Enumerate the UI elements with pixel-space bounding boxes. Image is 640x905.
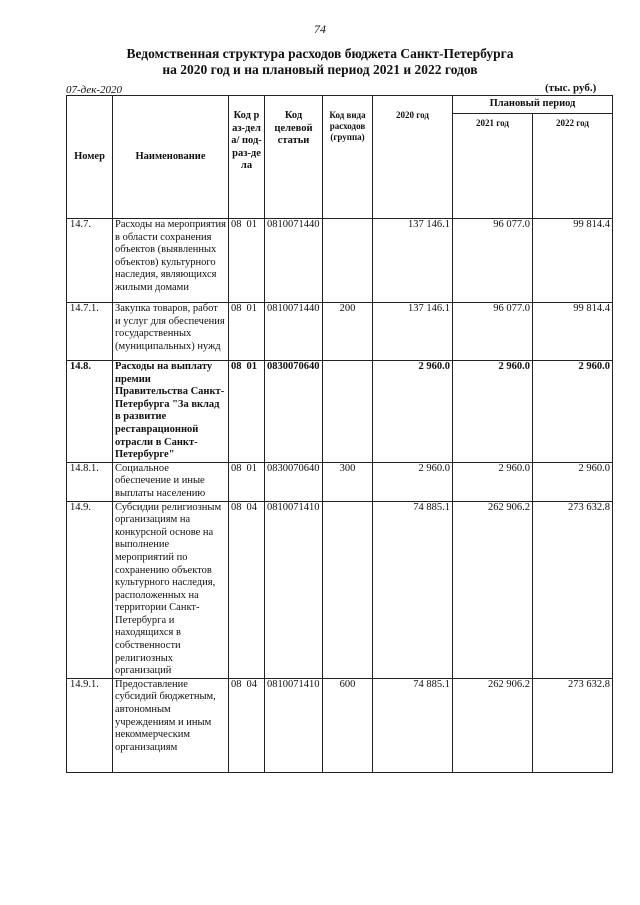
row-section: 08	[231, 678, 242, 690]
row-amount-2022: 99 814.4	[533, 219, 613, 303]
row-name: Субсидии религиозным организациям на конкурсной основе на выполнение мероприятий по сохранению объектов культурного наследия, расположенных на территории Санкт-Петербурга и находящихся в собственности религиозных организаций	[113, 501, 229, 678]
header-year-2022: 2022 год	[533, 114, 613, 219]
title-line-1: Ведомственная структура расходов бюджета Санкт-Петербурга	[126, 46, 514, 61]
row-amount-2022: 2 960.0	[533, 462, 613, 501]
row-name: Расходы на выплату премии Правительства Санкт-Петербурга "За вклад в развитие реставрационной отрасли в Санкт-Петербурге"	[113, 361, 229, 463]
row-number: 14.8.1.	[67, 462, 113, 501]
page-title	[0, 46, 640, 78]
row-section-code	[229, 501, 265, 678]
row-subsection: 01	[246, 219, 257, 230]
row-amount-2022: 2 960.0	[533, 361, 613, 463]
row-section: 08	[231, 462, 242, 474]
header-number: Номер	[67, 96, 113, 219]
table-row	[67, 501, 613, 678]
row-name: Расходы на мероприятия в области сохранения объектов (выявленных объектов) культурного наследия, являющихся жилыми домами	[113, 219, 229, 303]
row-amount-2021: 2 960.0	[453, 462, 533, 501]
row-section-code	[229, 219, 265, 303]
table-row	[67, 678, 613, 772]
row-subsection: 04	[246, 678, 257, 690]
row-section-code	[229, 303, 265, 361]
page-number: 74	[314, 22, 326, 36]
row-subsection: 01	[246, 303, 257, 314]
row-number: 14.7.1.	[67, 303, 113, 361]
row-target-code: 0810071440	[265, 219, 323, 303]
row-amount-2021: 262 906.2	[453, 501, 533, 678]
row-amount-2020: 74 885.1	[373, 678, 453, 772]
row-amount-2022: 273 632.8	[533, 678, 613, 772]
row-name: Социальное обеспечение и иные выплаты населению	[113, 462, 229, 501]
row-amount-2020: 137 146.1	[373, 303, 453, 361]
row-section: 08	[231, 501, 242, 513]
budget-table	[66, 95, 613, 773]
row-target-code: 0810071440	[265, 303, 323, 361]
row-expense-type	[323, 361, 373, 463]
row-expense-type: 600	[323, 678, 373, 772]
row-section: 08	[231, 219, 242, 230]
row-amount-2021: 96 077.0	[453, 303, 533, 361]
header-year-2021: 2021 год	[453, 114, 533, 219]
row-section: 08	[231, 361, 242, 372]
row-expense-type	[323, 501, 373, 678]
row-amount-2020: 2 960.0	[373, 361, 453, 463]
row-name: Предоставление субсидий бюджетным, автономным учреждениям и иным некоммерческим организациям	[113, 678, 229, 772]
row-section: 08	[231, 303, 242, 314]
table-row	[67, 361, 613, 463]
header-planned-period: Плановый период	[453, 96, 613, 114]
row-amount-2020: 74 885.1	[373, 501, 453, 678]
row-section-code	[229, 361, 265, 463]
row-amount-2022: 273 632.8	[533, 501, 613, 678]
units-label: (тыс. руб.)	[545, 82, 597, 94]
table-row	[67, 462, 613, 501]
report-date: 07-дек-2020	[66, 84, 123, 96]
row-target-code: 0830070640	[265, 462, 323, 501]
row-number: 14.9.1.	[67, 678, 113, 772]
row-name: Закупка товаров, работ и услуг для обеспечения государственных (муниципальных) нужд	[113, 303, 229, 361]
row-number: 14.8.	[67, 361, 113, 463]
row-number: 14.9.	[67, 501, 113, 678]
title-line-2: на 2020 год и на плановый период 2021 и 2022 годов	[162, 62, 478, 77]
row-number: 14.7.	[67, 219, 113, 303]
row-target-code: 0830070640	[265, 361, 323, 463]
row-amount-2021: 262 906.2	[453, 678, 533, 772]
row-expense-type	[323, 219, 373, 303]
row-subsection: 04	[246, 501, 257, 513]
row-amount-2021: 96 077.0	[453, 219, 533, 303]
row-expense-type: 300	[323, 462, 373, 501]
row-subsection: 01	[246, 361, 257, 372]
row-subsection: 01	[246, 462, 257, 474]
row-expense-type: 200	[323, 303, 373, 361]
table-row	[67, 303, 613, 361]
row-section-code	[229, 678, 265, 772]
row-target-code: 0810071410	[265, 678, 323, 772]
row-target-code: 0810071410	[265, 501, 323, 678]
header-year-2020: 2020 год	[373, 96, 453, 219]
header-target-code: Код целевой статьи	[265, 96, 323, 219]
row-amount-2021: 2 960.0	[453, 361, 533, 463]
row-section-code	[229, 462, 265, 501]
row-amount-2020: 2 960.0	[373, 462, 453, 501]
header-name: Наименование	[113, 96, 229, 219]
row-amount-2022: 99 814.4	[533, 303, 613, 361]
header-section-code: Код раз-дела/ под-раз-дела	[229, 96, 265, 219]
header-expense-type: Код вида расходов (группа)	[323, 96, 373, 219]
table-row	[67, 219, 613, 303]
header-row-1	[67, 96, 613, 114]
row-amount-2020: 137 146.1	[373, 219, 453, 303]
